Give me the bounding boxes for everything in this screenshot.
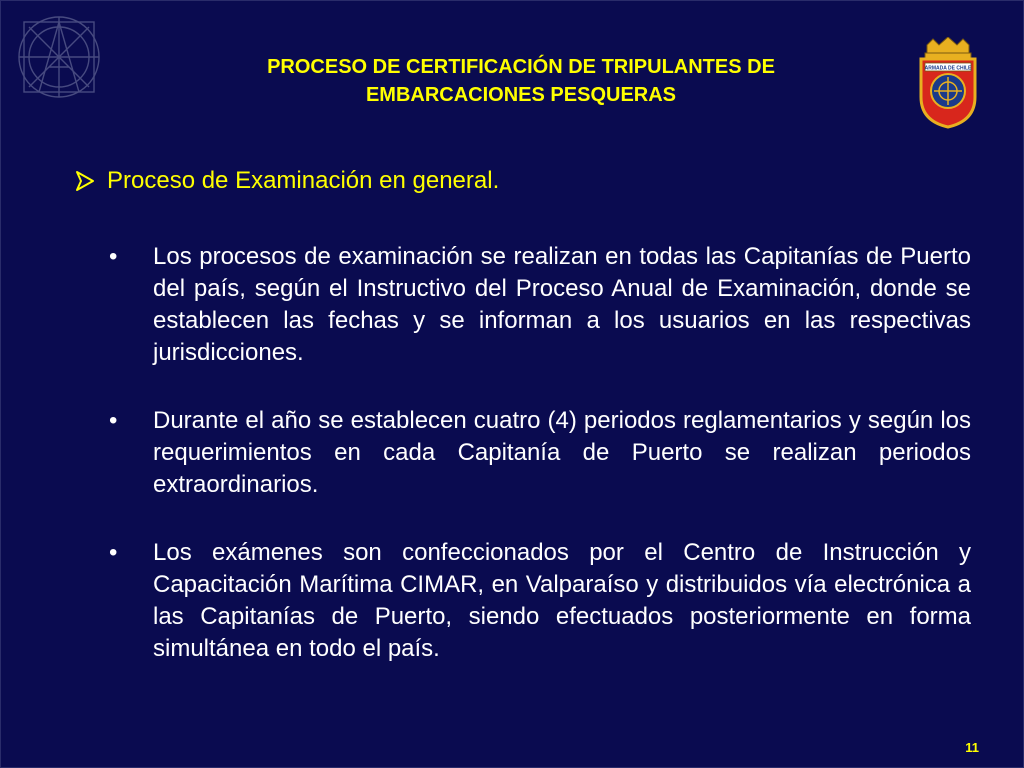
page-number: 11 [965, 740, 979, 755]
bullet-dot: • [109, 539, 118, 566]
section-heading [73, 165, 499, 197]
bullet-text: Los procesos de examinación se realizan en todas las Capitanías de Puerto del país, según el Instructivo del Proceso Anual de Examinación, donde se establecen las fechas y se informan a los usuarios en las respectivas jurisdicciones. [153, 243, 971, 366]
heading-text: Proceso de Examinación en general. [107, 167, 500, 194]
title-line-2: EMBARCACIONES PESQUERAS [365, 84, 677, 106]
crest-label: ARMADA DE CHILE [924, 65, 972, 72]
bullet-dot: • [109, 243, 118, 270]
compass-drafting-logo-icon [9, 7, 109, 107]
navy-crest-icon [915, 37, 981, 129]
bullet-item [109, 537, 971, 665]
slide-title [181, 53, 861, 109]
bullet-text: Los exámenes son confeccionados por el Centro de Instrucción y Capacitación Marítima CIMAR, en Valparaíso y distribuidos vía electrónica a las Capitanías de Puerto, siendo efectuados posteriormente en forma simultánea en todo el país. [153, 539, 971, 662]
bullet-text: Durante el año se establecen cuatro (4) periodos reglamentarios y según los requerimientos en cada Capitanía de Puerto se realizan periodos extraordinarios. [153, 407, 971, 498]
bullet-dot: • [109, 407, 118, 434]
bullet-item [109, 405, 971, 501]
title-line-1: PROCESO DE CERTIFICACIÓN DE TRIPULANTES DE [267, 56, 775, 78]
arrow-bullet-icon [73, 169, 97, 193]
bullet-list [109, 241, 971, 701]
bullet-item [109, 241, 971, 369]
